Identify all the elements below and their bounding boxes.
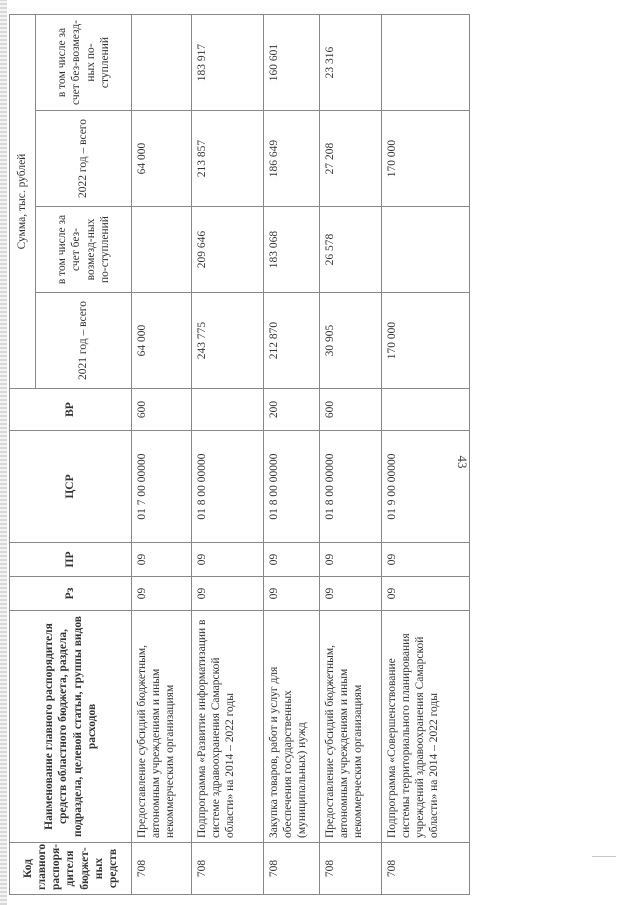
cell-name: Закупка товаров, работ и услуг для обеспечения государственных (муниципальных) нужд [264, 611, 320, 843]
cell-name: Предоставление субсидий бюджетным, автономным учреждениям и иным некоммерческим организациям [320, 611, 382, 843]
cell-code: 708 [192, 843, 264, 895]
cell-pr: 09 [192, 543, 264, 577]
header-csr: ЦСР [10, 431, 132, 543]
cell-vr: 200 [264, 389, 320, 431]
cell-2022-total: 213 857 [192, 111, 264, 207]
cell-2021-free: 183 068 [264, 207, 320, 293]
header-name: Наименование главного распорядителя средств областного бюджета, раздела, подраздела, целевой статьи, группы видов расходов [10, 611, 132, 843]
cell-rz: 09 [320, 577, 382, 611]
cell-code: 708 [382, 843, 470, 895]
scan-edge [0, 0, 7, 905]
cell-csr: 01 8 00 00000 [320, 431, 382, 543]
cell-2021-free [132, 207, 192, 293]
header-pr: ПР [10, 543, 132, 577]
cell-csr: 01 9 00 00000 [382, 431, 470, 543]
header-vr: ВР [10, 389, 132, 431]
cell-2022-free [382, 15, 470, 111]
cell-2022-total: 186 649 [264, 111, 320, 207]
cell-name: Подпрограмма «Совершенствование системы территориального планирования учреждений здравоохранения Самарской области» на 2014 – 2022 годы [382, 611, 470, 843]
cell-csr: 01 8 00 00000 [192, 431, 264, 543]
cell-2022-total: 27 208 [320, 111, 382, 207]
cell-rz: 09 [264, 577, 320, 611]
cell-2021-total: 30 905 [320, 293, 382, 389]
cell-2021-total: 170 000 [382, 293, 470, 389]
header-sum-group: Сумма, тыс. рублей [10, 15, 36, 389]
cell-2021-total: 243 775 [192, 293, 264, 389]
cell-2021-free [382, 207, 470, 293]
header-2021-total: 2021 год – всего [36, 293, 132, 389]
cell-csr: 01 8 00 00000 [264, 431, 320, 543]
scan-mark [592, 856, 616, 857]
header-2022-free: в том числе за счет без-возмезд-ных по-ступлений [36, 15, 132, 111]
cell-2021-free: 26 578 [320, 207, 382, 293]
cell-2021-total: 212 870 [264, 293, 320, 389]
cell-vr [192, 389, 264, 431]
table-row [132, 15, 192, 895]
rotated-page-content [9, 15, 449, 895]
cell-pr: 09 [132, 543, 192, 577]
table-row [320, 15, 382, 895]
header-2022-total: 2022 год – всего [36, 111, 132, 207]
cell-2022-free: 183 917 [192, 15, 264, 111]
cell-rz: 09 [192, 577, 264, 611]
cell-2022-free: 23 316 [320, 15, 382, 111]
cell-rz: 09 [132, 577, 192, 611]
cell-code: 708 [320, 843, 382, 895]
cell-2022-total: 64 000 [132, 111, 192, 207]
cell-2022-total: 170 000 [382, 111, 470, 207]
cell-code: 708 [132, 843, 192, 895]
cell-2021-total: 64 000 [132, 293, 192, 389]
cell-2021-free: 209 646 [192, 207, 264, 293]
cell-vr: 600 [132, 389, 192, 431]
cell-name: Подпрограмма «Развитие информатизации в системе здравоохранения Самарской области» на 2014 – 2022 годы [192, 611, 264, 843]
table-row [382, 15, 470, 895]
cell-pr: 09 [320, 543, 382, 577]
cell-pr: 09 [382, 543, 470, 577]
budget-table [9, 14, 470, 895]
cell-code: 708 [264, 843, 320, 895]
cell-name: Предоставление субсидий бюджетным, автономным учреждениям и иным некоммерческим организациям [132, 611, 192, 843]
header-2021-free: в том числе за счет без-возмезд-ных по-ступлений [36, 207, 132, 293]
cell-pr: 09 [264, 543, 320, 577]
page-number: 43 [455, 455, 470, 469]
table-row [264, 15, 320, 895]
cell-2022-free: 160 601 [264, 15, 320, 111]
cell-rz: 09 [382, 577, 470, 611]
table-row [192, 15, 264, 895]
header-rz: Рз [10, 577, 132, 611]
header-code: Код главного распоря-дителя бюджет-ных средств [10, 843, 132, 895]
cell-2022-free [132, 15, 192, 111]
cell-vr [382, 389, 470, 431]
cell-vr: 600 [320, 389, 382, 431]
cell-csr: 01 7 00 00000 [132, 431, 192, 543]
